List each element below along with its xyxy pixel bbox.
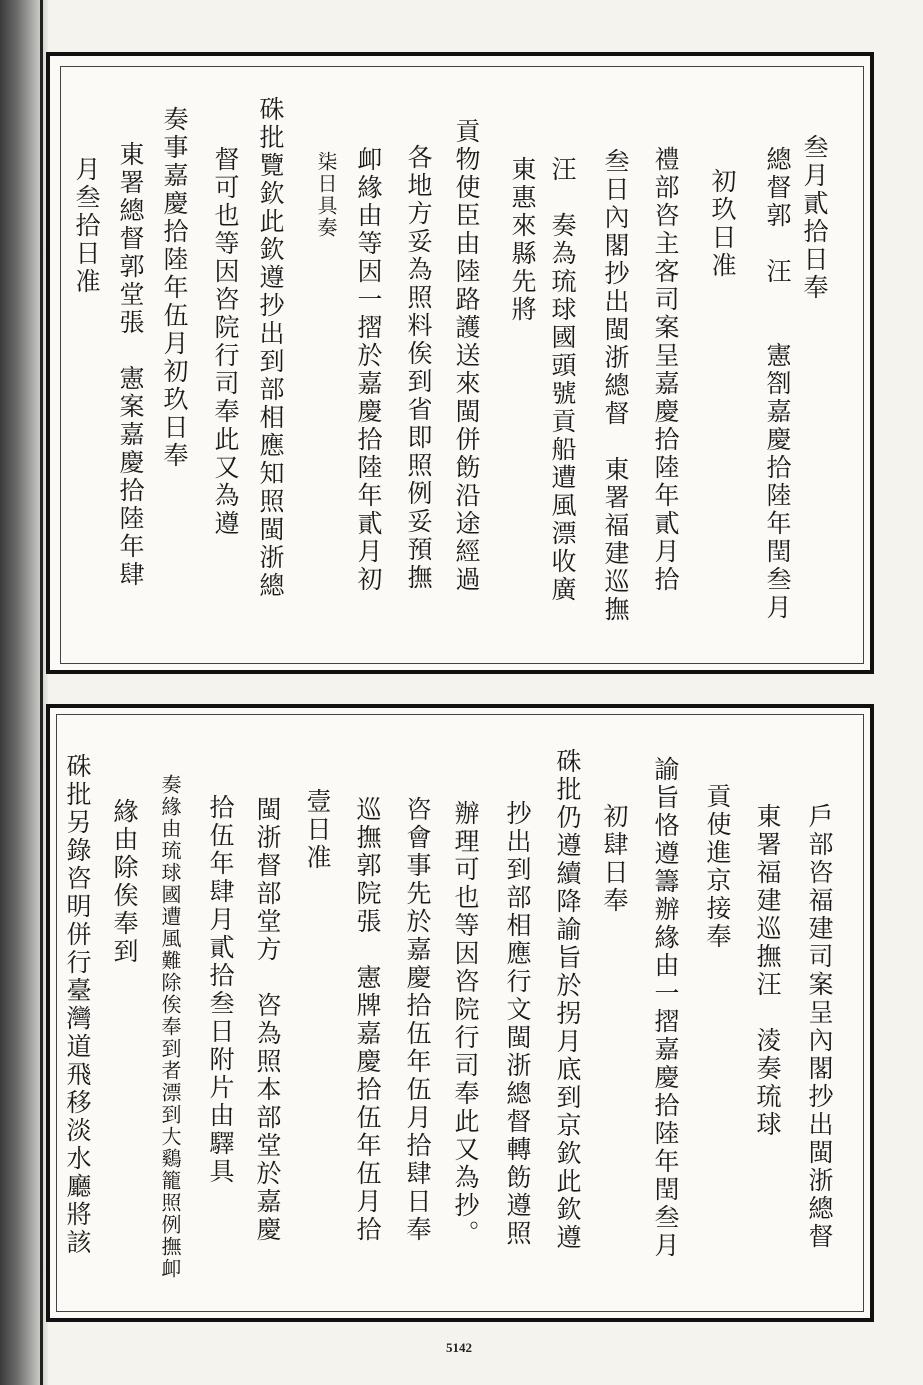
text-column: 緣由除俟奉到 — [110, 798, 139, 966]
text-column: 貢使進京接奉 — [703, 783, 732, 951]
text-column: 初玖日准 — [708, 168, 737, 280]
text-column: 督可也等因咨院行司奉此又為遵 — [211, 146, 240, 538]
text-column: 東署總督郭堂張 憲案嘉慶拾陸年肆 — [116, 141, 145, 589]
text-column: 總督郭 汪 憲劄嘉慶拾陸年閏叁月 — [763, 146, 792, 622]
text-column: 巡撫郭院張 憲牌嘉慶拾伍年伍月拾 — [353, 796, 382, 1244]
text-column: 抄出到部相應行文閩浙總督轉飭遵照 — [503, 800, 532, 1248]
text-column: 卹緣由等因一摺於嘉慶拾陸年貳月初 — [354, 146, 383, 594]
text-column: 硃批仍遵續降諭旨於拐月底到京欽此欽遵 — [553, 748, 582, 1252]
text-column: 戶部咨福建司案呈內閣抄出閩浙總督 — [805, 803, 834, 1251]
text-column: 禮部咨主客司案呈嘉慶拾陸年貳月拾 — [651, 146, 680, 594]
text-column: 叁月貳拾日奉 — [800, 134, 829, 302]
text-column: 閩浙督部堂方 咨為照本部堂於嘉慶 — [253, 796, 282, 1244]
text-column: 辦理可也等因咨院行司奉此又為抄。 — [451, 800, 480, 1248]
text-column: 各地方妥為照料俟到省即照例妥預撫 — [404, 144, 433, 592]
text-column: 奏事嘉慶拾陸年伍月初玖日奉 — [160, 106, 189, 470]
text-column: 咨會事先於嘉慶拾伍年伍月拾肆日奉 — [403, 796, 432, 1244]
book-binding-line — [40, 0, 43, 1385]
text-column: 壹日准 — [303, 788, 332, 872]
document-panel-bottom — [46, 704, 874, 1322]
text-column: 東署福建巡撫汪 淩奏琉球 — [753, 803, 782, 1139]
text-column: 奏緣由琉球國遭風難除俟奉到者漂到大鷄籠照例撫卹 — [158, 774, 182, 1280]
text-column: 貢物使臣由陸路護送來閩併飭沿途經過 — [452, 118, 481, 594]
text-column: 拾伍年肆月貳拾叁日附片由驛具 — [206, 794, 235, 1186]
text-column: 柒日具奏 — [314, 151, 338, 239]
text-column: 東惠來縣先將 — [508, 156, 537, 324]
text-column: 初肆日奉 — [600, 803, 629, 915]
page-number: 5142 — [446, 1340, 472, 1355]
document-panel-top — [46, 52, 874, 674]
text-column: 汪 奏為琉球國頭號貢船遭風漂收廣 — [548, 156, 577, 604]
text-column: 叁日內閣抄出閩浙總督 東署福建巡撫 — [601, 148, 630, 624]
text-column: 硃批覽欽此欽遵抄出到部相應知照閩浙總 — [256, 96, 285, 600]
text-column: 月叁拾日准 — [72, 156, 101, 296]
text-column: 硃批另錄咨明併行臺灣道飛移淡水廳將該 — [63, 753, 92, 1257]
text-column: 諭旨恪遵籌辦緣由一摺嘉慶拾陸年閏叁月 — [651, 756, 680, 1260]
